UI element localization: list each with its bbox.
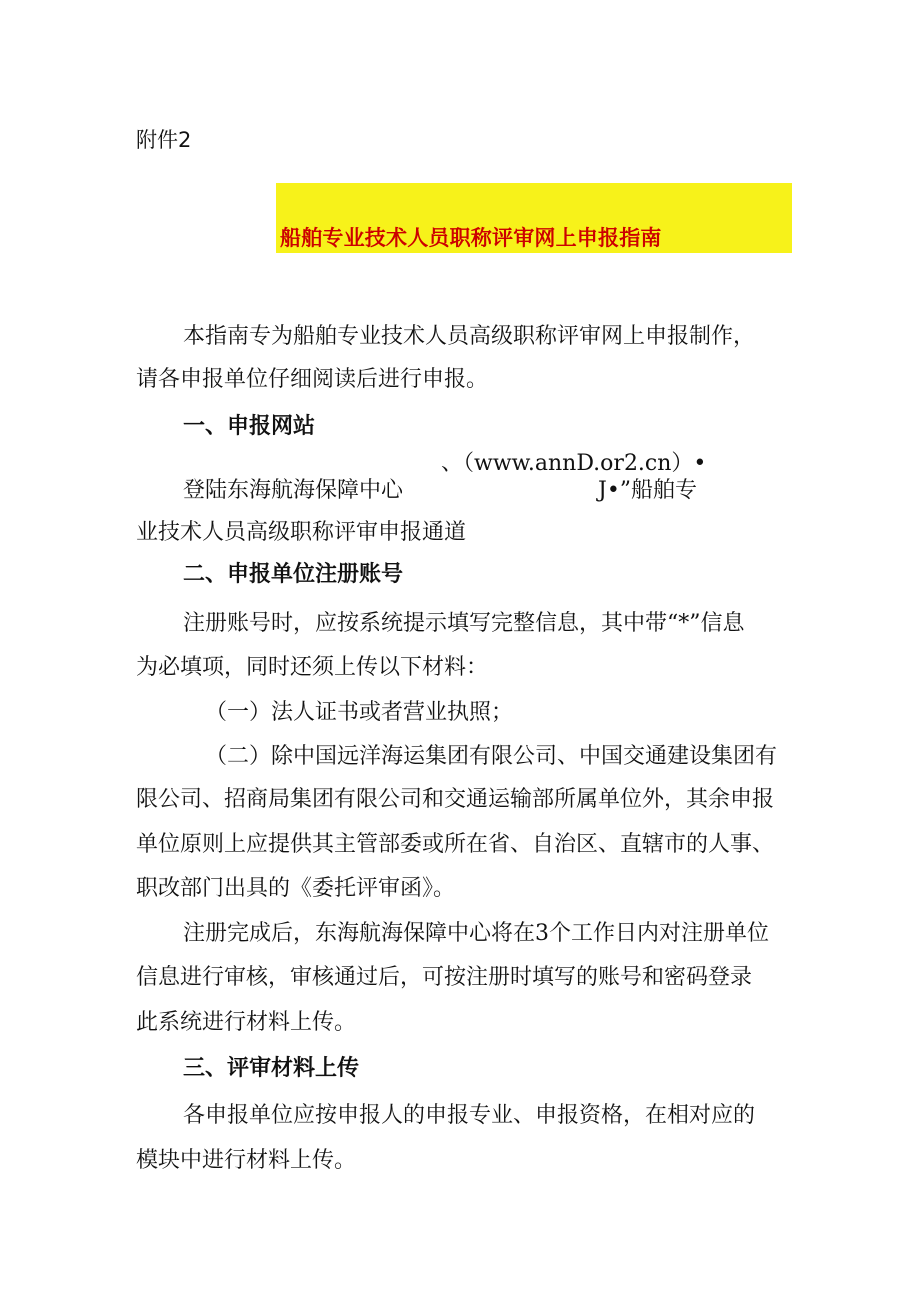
- section-3-heading: 三、评审材料上传: [183, 1055, 360, 1082]
- upload-line-2: 模块中进行材料上传。: [136, 1148, 357, 1173]
- required-item-1: （一）法人证书或者营业执照；: [205, 700, 514, 725]
- intro-line-1: 本指南专为船舶专业技术人员高级职称评审网上申报制作，: [183, 324, 756, 349]
- required-item-2-line-4: 职改部门出具的《委托评审函》。: [136, 876, 456, 901]
- section-1-heading: 一、申报网站: [183, 413, 316, 440]
- register-line-1: 注册账号时，应按系统提示填写完整信息，其中带“*”信息: [183, 611, 745, 636]
- intro-line-2: 请各申报单位仔细阅读后进行申报。: [136, 367, 489, 392]
- section-2-heading: 二、申报单位注册账号: [183, 561, 404, 588]
- registration-complete-line-1: 注册完成后，东海航海保障中心将在3个工作日内对注册单位: [183, 921, 769, 946]
- upload-line-1: 各申报单位应按申报人的申报专业、申报资格，在相对应的: [183, 1103, 756, 1128]
- login-line-continued: 业技术人员高级职称评审申报通道: [136, 520, 467, 545]
- register-line-2: 为必填项，同时还须上传以下材料：: [136, 655, 489, 680]
- required-item-2-line-1: （二）除中国远洋海运集团有限公司、中国交通建设集团有: [205, 744, 778, 769]
- required-item-2-line-2: 限公司、招商局集团有限公司和交通运输部所属单位外，其余申报: [136, 787, 775, 812]
- document-title: 船舶专业技术人员职称评审网上申报指南: [280, 226, 662, 251]
- required-item-2-line-3: 单位原则上应提供其主管部委或所在省、自治区、直辖市的人事、: [136, 832, 775, 857]
- website-url-line: 、（www.annD.or2.cn）•: [441, 451, 707, 476]
- login-line-right: J•”船舶专: [598, 478, 698, 503]
- registration-complete-line-3: 此系统进行材料上传。: [136, 1010, 357, 1035]
- attachment-label: 附件2: [136, 128, 192, 152]
- login-line-left: 登陆东海航海保障中心: [183, 478, 404, 503]
- registration-complete-line-2: 信息进行审核，审核通过后，可按注册时填写的账号和密码登录: [136, 965, 753, 990]
